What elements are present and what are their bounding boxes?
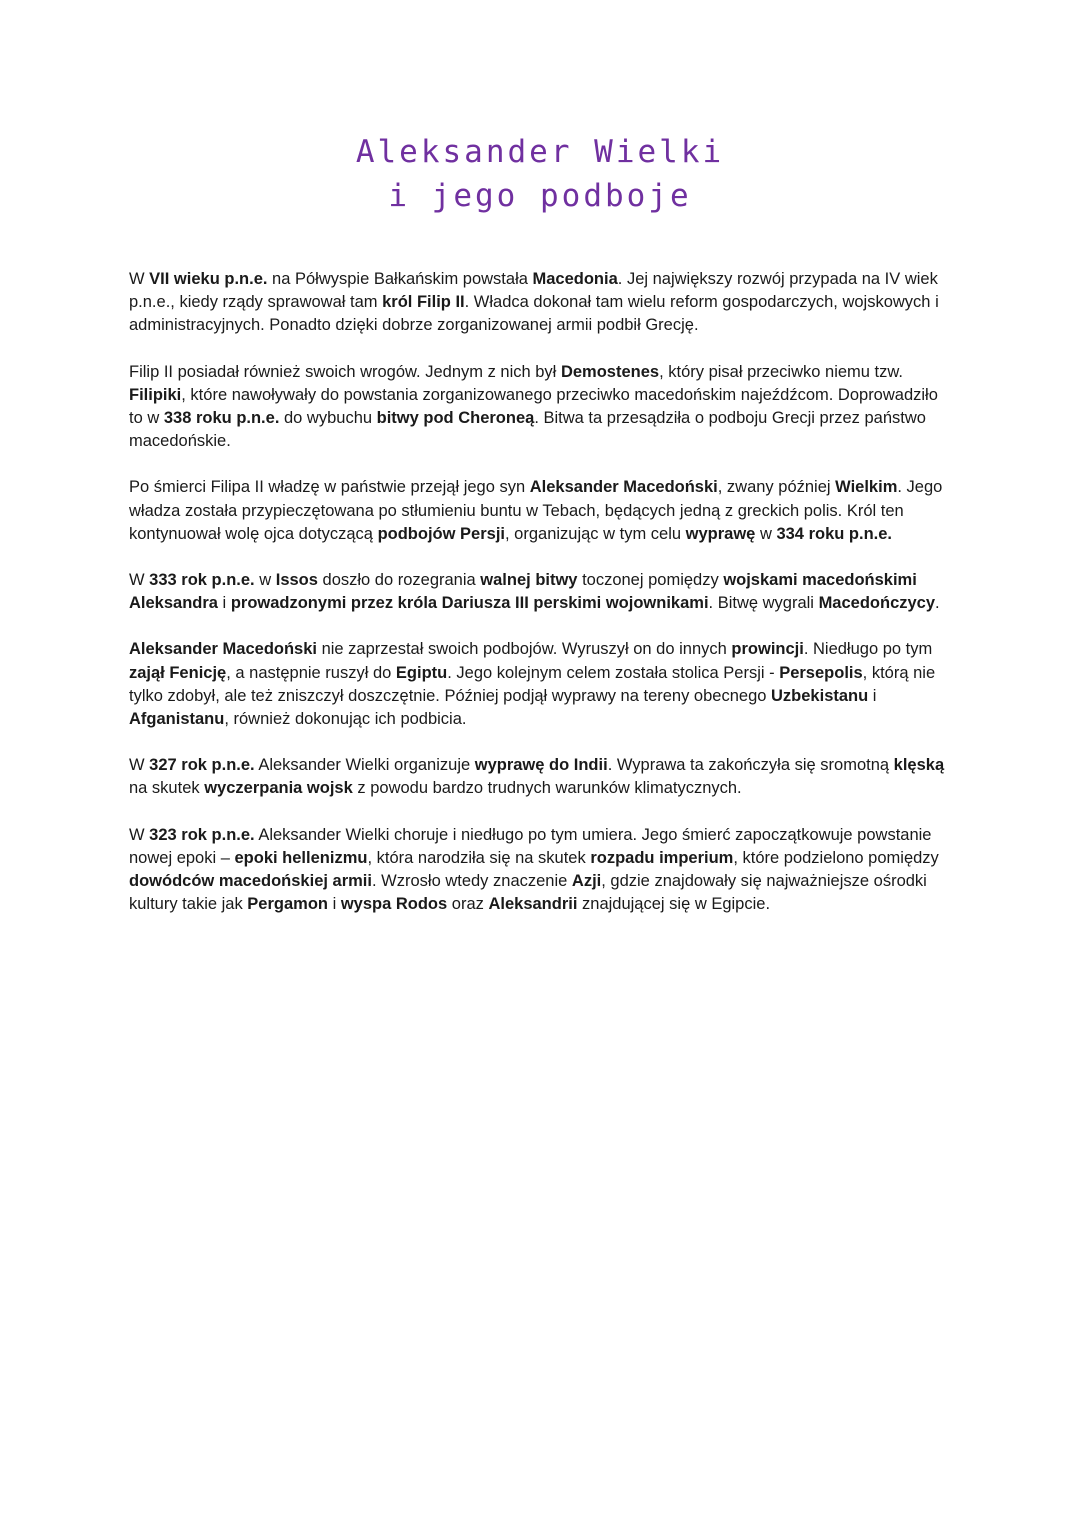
text-segment-bold: Demostenes	[560, 362, 660, 381]
text-segment-bold: Filipiki	[129, 385, 182, 404]
text-segment: Aleksander Wielki organizuje	[254, 756, 475, 775]
text-segment: Aleksander Wielki choruje i niedługo po tym umiera. Jego śmierć zapoczątkowuje powstanie nowej epoki –	[129, 825, 932, 867]
text-segment-bold: wyprawę do Indii	[474, 756, 608, 775]
document-body	[129, 268, 951, 916]
text-segment-bold: 338 roku p.n.e.	[163, 409, 280, 428]
text-segment: na Półwyspie Bałkańskim powstała	[267, 270, 533, 288]
paragraph	[129, 569, 951, 615]
text-segment-bold: 327 rok p.n.e.	[149, 756, 255, 775]
paragraph	[129, 754, 951, 800]
text-segment-bold: 333 rok p.n.e.	[149, 571, 255, 590]
paragraph	[129, 268, 951, 338]
text-segment: z powodu bardzo trudnych warunków klimatycznych.	[352, 779, 742, 798]
text-segment-bold: prowincji	[731, 640, 804, 659]
text-segment: . Jej największy rozwój przypada na IV wiek p.n.e., kiedy rządy sprawował tam	[129, 270, 938, 312]
document-title-line-2: i jego podboje	[388, 178, 692, 214]
text-segment: , które nawoływały do powstania zorganizowanego przeciwko macedońskim najeźdźcom. Doprowadziło to w	[129, 385, 938, 428]
text-segment-bold: Macedonia	[532, 270, 618, 288]
text-segment-bold: podbojów Persji	[377, 524, 505, 543]
text-segment-bold: dowódców macedońskiej armii	[129, 872, 372, 891]
text-segment-bold: Aleksander Macedoński	[129, 640, 317, 659]
text-segment: i	[868, 686, 877, 705]
text-segment-bold: Azji	[571, 872, 602, 891]
text-segment: W	[129, 270, 150, 288]
text-segment: , którą nie tylko zdobył, ale też zniszczył doszczętnie. Później podjął wyprawy na tereny obecnego	[129, 663, 936, 705]
text-segment-bold: Egiptu	[395, 663, 448, 682]
text-segment: W	[129, 825, 150, 844]
text-segment: w	[755, 524, 777, 543]
text-segment: na skutek	[129, 779, 205, 798]
text-segment: znajdującej się w Egipcie.	[577, 895, 771, 914]
text-segment: . Niedługo po tym	[803, 640, 933, 659]
text-segment-bold: Aleksander Macedoński	[529, 478, 718, 497]
text-segment: Filip II posiadał również swoich wrogów. Jednym z nich był	[129, 362, 561, 381]
text-segment-bold: Aleksandrii	[488, 895, 578, 914]
text-segment-bold: epoki hellenizmu	[234, 848, 368, 867]
paragraph	[129, 824, 951, 917]
text-segment: , który pisał przeciwko niemu tzw.	[659, 362, 903, 381]
text-segment-bold: klęską	[893, 756, 945, 775]
text-segment: oraz	[447, 895, 489, 914]
text-segment: , organizując w tym celu	[505, 524, 686, 543]
document-title	[0, 0, 1080, 218]
text-segment: W	[129, 571, 150, 590]
text-segment: W	[129, 756, 150, 775]
text-segment: , która narodziła się na skutek	[367, 848, 591, 867]
text-segment: Po śmierci Filipa II władzę w państwie przejął jego syn	[129, 478, 530, 497]
text-segment: , a następnie ruszył do	[226, 663, 396, 682]
text-segment: , gdzie znajdowały się najważniejsze ośrodki kultury takie jak	[129, 872, 927, 914]
text-segment: doszło do rozegrania	[317, 571, 481, 590]
text-segment-bold: bitwy pod Cheroneą	[376, 409, 535, 428]
text-segment: nie zaprzestał swoich podbojów. Wyruszył on do innych	[317, 640, 732, 659]
document-title-line-1: Aleksander Wielki	[355, 134, 725, 170]
paragraph	[129, 476, 951, 546]
text-segment-bold: rozpadu imperium	[590, 848, 734, 867]
text-segment-bold: VII wieku p.n.e.	[149, 270, 268, 288]
text-segment-bold: Wielkim	[835, 478, 898, 497]
text-segment-bold: Afganistanu	[129, 710, 225, 729]
text-segment-bold: zajął Fenicję	[129, 663, 227, 682]
text-segment: . Jego władza została przypieczętowana po stłumieniu buntu w Tebach, będących jedną z greckich polis. Król ten kontynuował wolę ojca dotyczącą	[129, 478, 943, 543]
text-segment-bold: prowadzonymi przez króla Dariusza III perskimi wojownikami	[230, 594, 709, 613]
text-segment-bold: walnej bitwy	[480, 571, 578, 590]
text-segment-bold: wojskami macedońskimi Aleksandra	[129, 571, 917, 613]
text-segment: i	[327, 895, 341, 914]
text-segment: toczonej pomiędzy	[577, 571, 724, 590]
text-segment: . Władca dokonał tam wielu reform gospodarczych, wojskowych i administracyjnych. Ponadto dzięki dobrze zorganizowanej armii podbił Grecję.	[129, 293, 939, 335]
text-segment: i	[217, 594, 231, 613]
paragraph	[129, 361, 951, 454]
text-segment-bold: wyprawę	[685, 524, 756, 543]
text-segment-bold: król Filip II	[382, 293, 465, 312]
text-segment: w	[254, 571, 276, 590]
text-segment: do wybuchu	[279, 409, 377, 428]
paragraph	[129, 638, 951, 731]
text-segment: , również dokonując ich podbicia.	[224, 710, 467, 729]
text-segment: . Wyprawa ta zakończyła się sromotną	[607, 756, 894, 775]
text-segment-bold: Persepolis	[779, 663, 863, 682]
text-segment: . Wzrosło wtedy znaczenie	[371, 872, 572, 891]
text-segment-bold: 334 roku p.n.e.	[776, 524, 892, 543]
text-segment-bold: 323 rok p.n.e.	[149, 825, 255, 844]
text-segment: .	[935, 594, 940, 613]
text-segment-bold: Issos	[275, 571, 318, 590]
text-segment: . Jego kolejnym celem została stolica Persji -	[447, 663, 780, 682]
text-segment-bold: Macedończycy	[818, 594, 936, 613]
text-segment: . Bitwa ta przesądziła o podboju Grecji przez państwo macedońskie.	[129, 409, 926, 451]
text-segment-bold: Pergamon	[247, 895, 328, 914]
text-segment-bold: wyspa Rodos	[340, 895, 448, 914]
text-segment: , które podzielono pomiędzy	[733, 848, 939, 867]
text-segment-bold: Uzbekistanu	[771, 686, 869, 705]
text-segment-bold: wyczerpania wojsk	[204, 779, 353, 798]
text-segment: . Bitwę wygrali	[708, 594, 819, 613]
text-segment: , zwany później	[717, 478, 836, 497]
